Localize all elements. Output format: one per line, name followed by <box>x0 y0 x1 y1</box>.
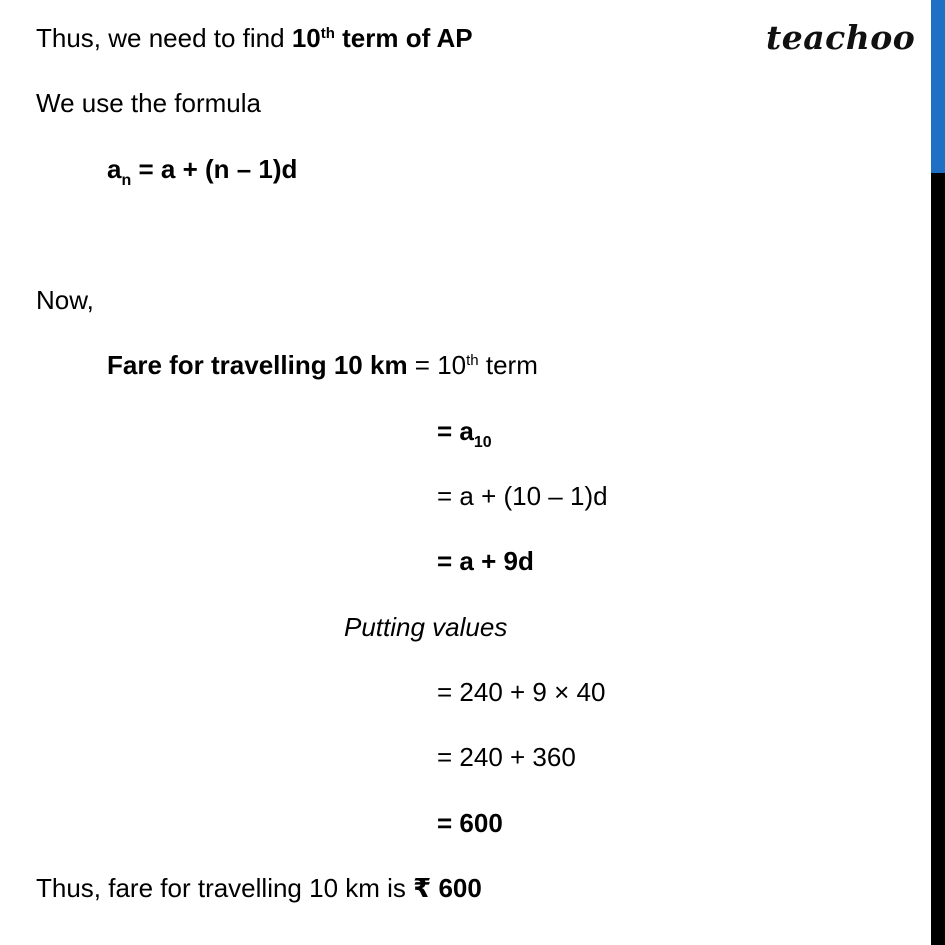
step-values <box>437 676 605 708</box>
step-substitute-n <box>437 480 608 512</box>
fare-term-word: term <box>478 350 538 380</box>
step-substitute-n-text: = a + (10 – 1)d <box>437 481 608 511</box>
conclusion-text: Thus, fare for travelling 10 km is <box>36 873 414 903</box>
formula-rest: = a + (n – 1)d <box>131 154 298 184</box>
step-result-text: = 600 <box>437 808 503 838</box>
fare-equals: = 10 <box>407 350 467 380</box>
step-sum-text: = 240 + 360 <box>437 742 576 772</box>
formula-intro <box>36 87 261 119</box>
a10-subscript: 10 <box>473 434 492 451</box>
intro-text: Thus, we need to find <box>36 23 292 53</box>
fare-equation-line <box>107 349 538 381</box>
term-ordinal-suffix: th <box>320 25 335 42</box>
now-label <box>36 284 94 316</box>
step-result <box>437 807 503 839</box>
conclusion-line <box>36 872 482 904</box>
fare-ordinal-suffix: th <box>466 352 479 369</box>
step-sum <box>437 741 576 773</box>
logo: teachoo <box>766 18 916 57</box>
scrollbar-thumb[interactable] <box>931 0 945 173</box>
conclusion-answer: ₹ 600 <box>413 873 482 903</box>
step-values-text: = 240 + 9 × 40 <box>437 677 606 707</box>
formula-base: a <box>107 154 122 184</box>
ap-formula <box>107 153 298 189</box>
putting-values-text: Putting values <box>344 612 508 642</box>
formula-intro-text: We use the formula <box>36 88 261 118</box>
putting-values-note <box>344 611 507 643</box>
formula-subscript: n <box>121 172 132 189</box>
now-text: Now, <box>36 285 94 315</box>
intro-bold <box>292 23 473 53</box>
term-label: term of AP <box>334 23 473 53</box>
step-a-plus-9d <box>437 545 534 577</box>
step-a-plus-9d-text: = a + 9d <box>437 546 534 576</box>
fare-label: Fare for travelling 10 km <box>107 350 408 380</box>
scrollbar[interactable] <box>931 0 945 945</box>
a10-base: = a <box>437 416 474 446</box>
solution-line-intro <box>36 22 473 54</box>
term-number: 10 <box>291 23 321 53</box>
step-a10 <box>437 415 492 451</box>
